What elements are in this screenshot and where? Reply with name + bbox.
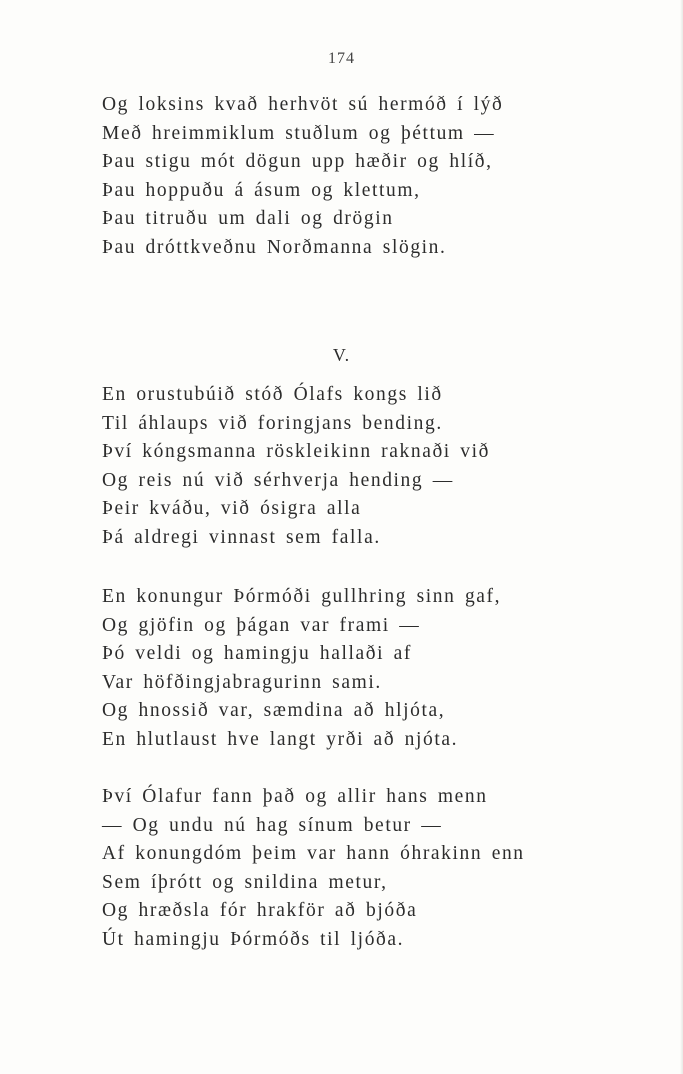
verse-line: En orustubúið stóð Ólafs kongs lið xyxy=(102,384,443,405)
verse-line: Og reis nú við sérhverja hending — xyxy=(102,469,454,491)
verse-line: Með hreimmiklum stuðlum og þéttum — xyxy=(102,122,496,144)
verse-line: Þeir kváðu, við ósigra alla xyxy=(102,498,362,519)
verse-line: Og gjöfin og þágan var frami — xyxy=(102,614,421,636)
verse-line: Til áhlaups við foringjans bending. xyxy=(102,412,443,434)
verse-line: Þau titruðu um dali og drögin xyxy=(102,208,394,229)
verse-line: Þá aldregi vinnast sem falla. xyxy=(102,526,381,548)
verse-line: En hlutlaust hve langt yrði að njóta. xyxy=(102,728,459,750)
verse-line: Og hræðsla fór hrakför að bjóða xyxy=(102,900,418,921)
verse-line: En konungur Þórmóði gullhring sinn gaf, xyxy=(102,586,502,607)
page-number: 174 xyxy=(328,50,355,67)
verse-line: Þó veldi og hamingju hallaði af xyxy=(102,643,412,664)
stanza-3 xyxy=(102,583,501,754)
verse-line: Af konungdóm þeim var hann óhrakinn enn xyxy=(102,843,525,864)
stanza-4 xyxy=(102,783,525,954)
verse-line: Var höfðingjabragurinn sami. xyxy=(102,671,382,693)
verse-line: Því Ólafur fann það og allir hans menn xyxy=(102,786,488,807)
verse-line: — Og undu nú hag sínum betur — xyxy=(102,814,443,836)
verse-line: Og loksins kvað herhvöt sú hermóð í lýð xyxy=(102,94,504,115)
verse-line: Þau hoppuðu á ásum og klettum, xyxy=(102,179,421,201)
verse-line: Þau stigu mót dögun upp hæðir og hlíð, xyxy=(102,151,493,172)
stanza-2 xyxy=(102,381,490,552)
section-heading: V. xyxy=(332,345,351,365)
verse-line: Út hamingju Þórmóðs til ljóða. xyxy=(102,928,405,950)
verse-line: Og hnossið var, sæmdina að hljóta, xyxy=(102,700,446,721)
verse-line: Því kóngsmanna röskleikinn raknaði við xyxy=(102,441,491,462)
verse-line: Sem íþrótt og snildina metur, xyxy=(102,871,388,893)
verse-line: Þau dróttkveðnu Norðmanna slögin. xyxy=(102,236,447,258)
stanza-1 xyxy=(102,91,503,262)
